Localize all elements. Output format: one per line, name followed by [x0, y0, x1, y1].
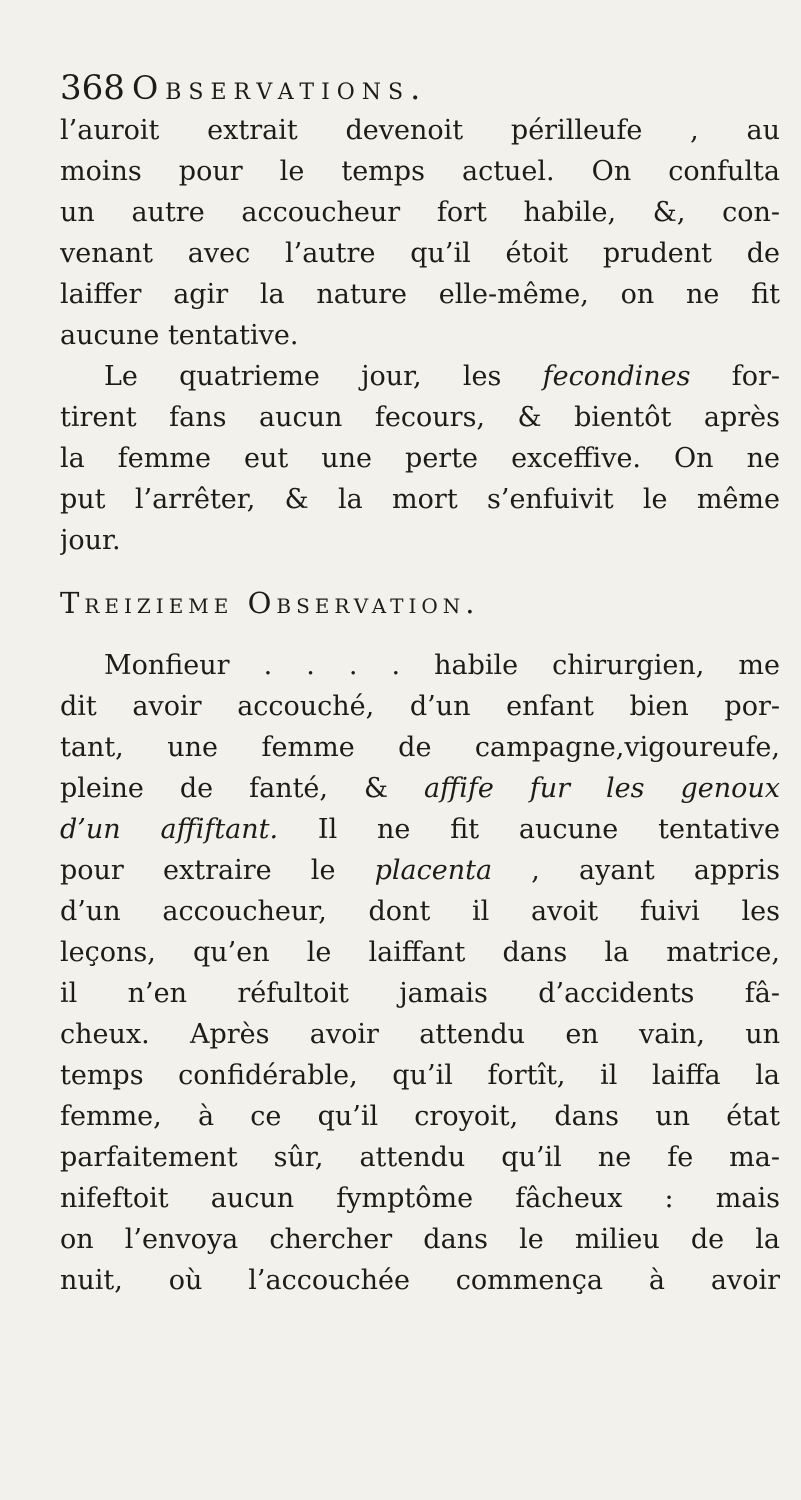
text-line: femme, à ce qu’il croyoit, dans un état	[60, 1101, 780, 1132]
paragraph-3	[60, 645, 780, 1301]
text-line: put l’arrêter, & la mort s’enfuivit le même	[60, 484, 780, 515]
paragraph-2	[60, 356, 780, 561]
text-line: pour extraire le placenta , ayant appris	[60, 855, 780, 886]
text-line: l’auroit extrait devenoit périlleufe , au	[60, 115, 780, 146]
text-line: d’un affiftant. Il ne fit aucune tentative	[60, 814, 780, 845]
text-line: dit avoir accouché, d’un enfant bien por-	[60, 691, 780, 722]
page-number: 368	[60, 68, 125, 108]
text-line: un autre accoucheur fort habile, &, con-	[60, 197, 780, 228]
text-line: laiffer agir la nature elle-même, on ne fit	[60, 279, 780, 310]
text-line: leçons, qu’en le laiffant dans la matrice,	[60, 937, 780, 968]
page-body	[60, 110, 780, 1301]
text-line: pleine de fanté, & affife fur les genoux	[60, 773, 780, 804]
text-line: venant avec l’autre qu’il étoit prudent de	[60, 238, 780, 269]
text-line: il n’en réfultoit jamais d’accidents fâ-	[60, 978, 780, 1009]
text-line: aucune tentative.	[60, 320, 299, 351]
text-line: Le quatrieme jour, les fecondines for-	[104, 361, 780, 392]
text-line: Monfieur . . . . habile chirurgien, me	[104, 650, 780, 681]
text-line: nuit, où l’accouchée commença à avoir	[60, 1265, 780, 1296]
text-line: tant, une femme de campagne,vigoureufe,	[60, 732, 780, 763]
text-line: cheux. Après avoir attendu en vain, un	[60, 1019, 780, 1050]
text-line: jour.	[60, 525, 121, 556]
text-line: tirent fans aucun fecours, & bientôt après	[60, 402, 780, 433]
paragraph-1	[60, 110, 780, 356]
text-line: la femme eut une perte exceffive. On ne	[60, 443, 780, 474]
text-line: moins pour le temps actuel. On confulta	[60, 156, 780, 187]
italic-term: placenta	[374, 855, 493, 886]
section-heading: Treizieme Observation.	[60, 586, 480, 620]
text-line: nifeftoit aucun fymptôme fâcheux : mais	[60, 1183, 780, 1214]
text-line: d’un accoucheur, dont il avoit fuivi les	[60, 896, 780, 927]
text-line: on l’envoya chercher dans le milieu de la	[60, 1224, 780, 1255]
text-line: parfaitement sûr, attendu qu’il ne fe ma-	[60, 1142, 780, 1173]
page-header	[60, 66, 780, 110]
italic-term: affife fur les genoux	[423, 773, 780, 804]
italic-term: fecondines	[542, 361, 691, 392]
italic-term: d’un affiftant.	[60, 814, 279, 845]
spacer	[60, 561, 780, 579]
running-title: Observations.	[132, 69, 428, 107]
text-line: temps confidérable, qu’il fortît, il laiffa la	[60, 1060, 780, 1091]
spacer	[60, 627, 780, 645]
